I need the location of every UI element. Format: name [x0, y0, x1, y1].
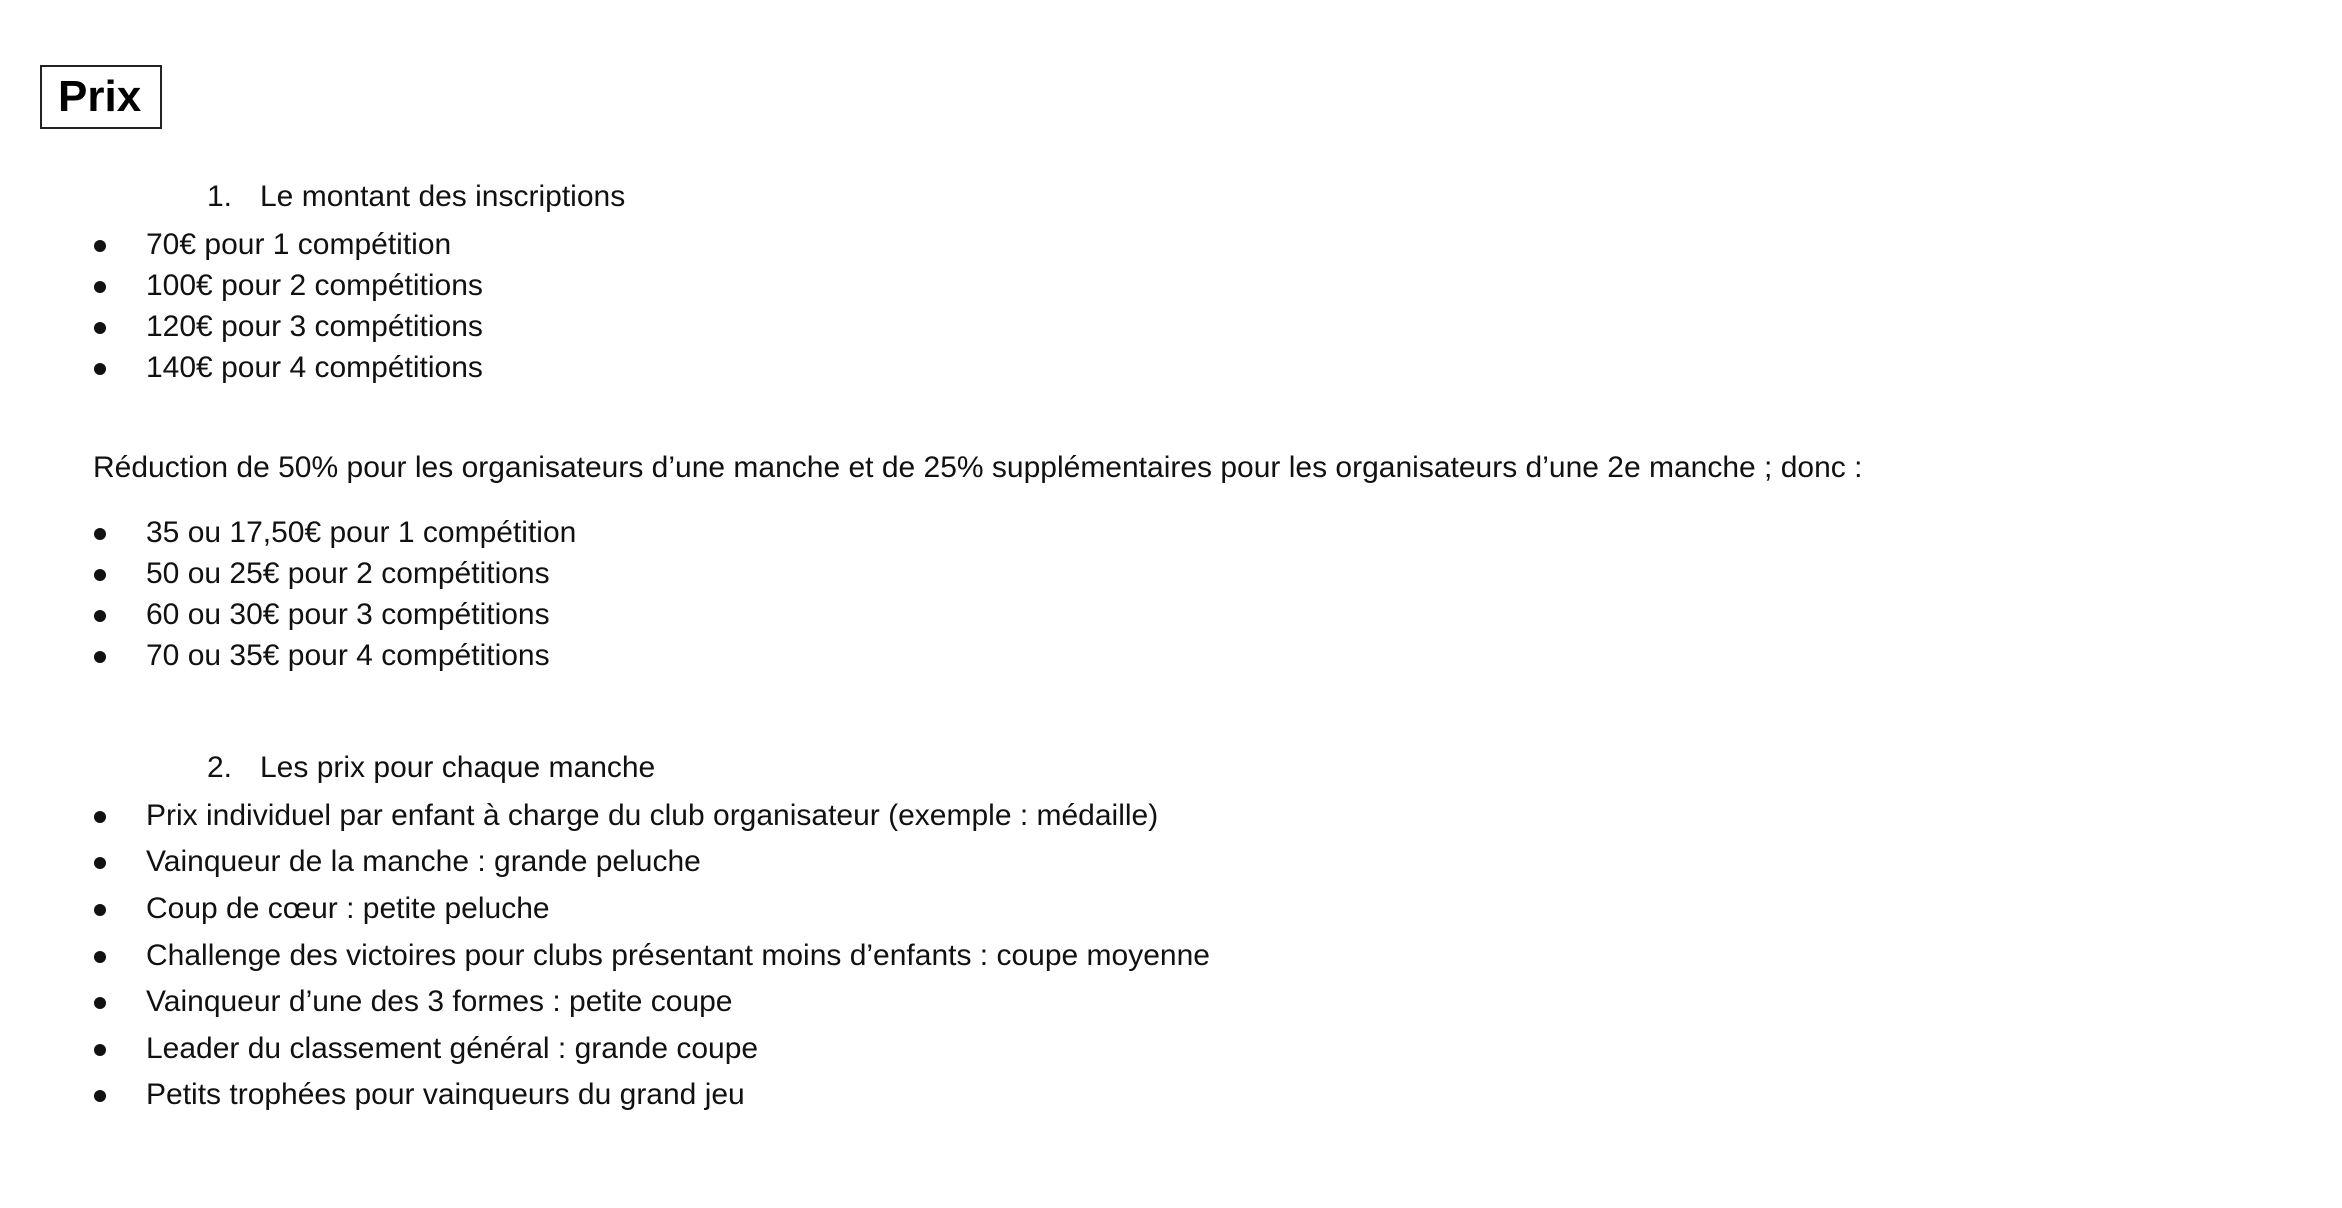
list-item-text: Challenge des victoires pour clubs présentant moins d’enfants : coupe moyenne [146, 939, 1210, 972]
bullet-icon [94, 1044, 106, 1056]
bullet-icon [94, 904, 106, 916]
reduction-paragraph: Réduction de 50% pour les organisateurs d’une manche et de 25% supplémentaires pour les organisateurs d’une 2e manche ; donc : [93, 451, 1863, 484]
bullet-icon [94, 363, 106, 375]
list-item-text: 35 ou 17,50€ pour 1 compétition [146, 516, 577, 549]
bullet-icon [94, 281, 106, 293]
list-item-text: 50 ou 25€ pour 2 compétitions [146, 557, 550, 590]
section-2-number: 2. [207, 751, 233, 784]
list-item-text: 120€ pour 3 compétitions [146, 310, 483, 343]
page-title: Prix [40, 65, 162, 129]
list-item-text: Vainqueur de la manche : grande peluche [146, 845, 701, 878]
list-item-text: 70 ou 35€ pour 4 compétitions [146, 639, 550, 672]
bullet-icon [94, 1090, 106, 1102]
section-1-title: Le montant des inscriptions [260, 180, 626, 213]
bullet-icon [94, 651, 106, 663]
bullet-icon [94, 322, 106, 334]
section-2-title: Les prix pour chaque manche [260, 751, 656, 784]
bullet-icon [94, 569, 106, 581]
section-1-number: 1. [207, 180, 233, 213]
list-item-text: Leader du classement général : grande coupe [146, 1032, 759, 1065]
bullet-icon [94, 528, 106, 540]
bullet-icon [94, 240, 106, 252]
bullet-icon [94, 997, 106, 1009]
list-item-text: Vainqueur d’une des 3 formes : petite coupe [146, 985, 733, 1018]
list-item-text: 100€ pour 2 compétitions [146, 269, 483, 302]
bullet-icon [94, 610, 106, 622]
list-item-text: 140€ pour 4 compétitions [146, 351, 483, 384]
section-1-heading [207, 179, 807, 215]
list-item-text: 60 ou 30€ pour 3 compétitions [146, 598, 550, 631]
list-item-text: Petits trophées pour vainqueurs du grand jeu [146, 1078, 745, 1111]
list-item-text: Prix individuel par enfant à charge du club organisateur (exemple : médaille) [146, 799, 1159, 832]
list-item-text: Coup de cœur : petite peluche [146, 892, 550, 925]
section-2-heading [207, 750, 807, 786]
bullet-icon [94, 811, 106, 823]
bullet-icon [94, 857, 106, 869]
list-item-text: 70€ pour 1 compétition [146, 228, 452, 261]
bullet-icon [94, 951, 106, 963]
